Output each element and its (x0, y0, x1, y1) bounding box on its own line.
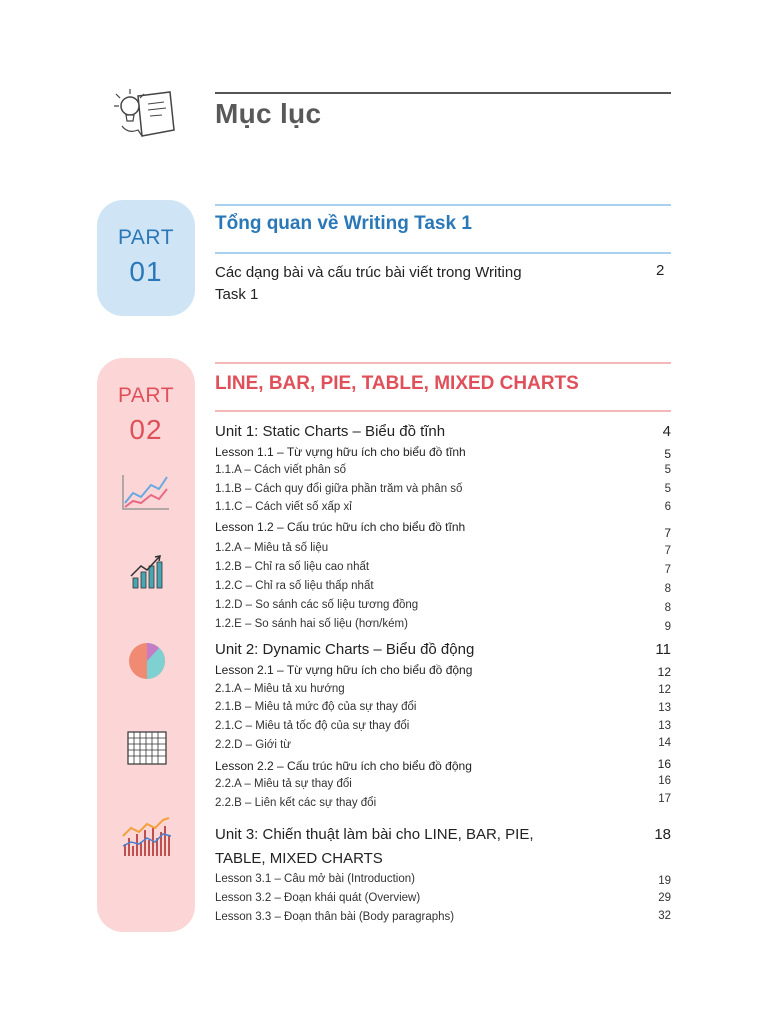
subsection-title: 1.1.A – Cách viết phân số (215, 464, 347, 476)
toc-page-number: 5 (664, 464, 671, 476)
pie-chart-icon (127, 641, 167, 681)
subsection-title: 2.1.C – Miêu tả tốc độ của sự thay đổi (215, 720, 410, 732)
toc-page-number: 4 (662, 423, 671, 440)
toc-page-number: 11 (655, 641, 671, 658)
unit-title: Unit 2: Dynamic Charts – Biểu đồ động (215, 641, 475, 658)
subsection-title: 2.1.A – Miêu tả xu hướng (215, 683, 345, 695)
part-01-badge (97, 200, 195, 316)
subsection-title: Lesson 3.1 – Câu mở bài (Introduction) (215, 873, 415, 885)
part-number: 01 (129, 256, 163, 287)
toc-page-number: 9 (664, 621, 671, 633)
toc-page-number: 5 (664, 483, 671, 495)
section-rule (215, 252, 671, 254)
toc-page-number: 16 (658, 775, 671, 787)
subsection-title: 1.1.B – Cách quy đổi giữa phần trăm và phân số (215, 483, 463, 495)
header-rule (215, 92, 671, 94)
part-label: PART (117, 226, 175, 249)
table-grid-icon (127, 731, 167, 765)
subsection-title: 2.2.D – Giới từ (215, 739, 291, 751)
toc-page-number: 12 (657, 665, 671, 679)
unit-title-line-1: Unit 3: Chiến thuật làm bài cho LINE, BAR, PIE, (215, 826, 534, 843)
toc-page-number: 16 (657, 757, 671, 771)
subsection-title: 1.2.D – So sánh các số liệu tương đồng (215, 599, 419, 611)
toc-page-number: 7 (664, 545, 671, 557)
section-rule (215, 410, 671, 412)
unit-title: Unit 1: Static Charts – Biểu đồ tĩnh (215, 423, 446, 440)
toc-page-number: 19 (658, 875, 671, 887)
toc-page-number: 17 (658, 793, 671, 805)
toc-page-number: 2 (656, 262, 665, 279)
part-label: PART (117, 384, 175, 407)
subsection-title: 1.2.E – So sánh hai số liệu (hơn/kém) (215, 618, 408, 630)
toc-page-number: 29 (658, 892, 671, 904)
subsection-title: 1.2.B – Chỉ ra số liệu cao nhất (215, 561, 370, 573)
toc-page-number: 18 (654, 826, 671, 843)
subsection-title: 2.1.B – Miêu tả mức độ của sự thay đổi (215, 701, 417, 713)
subsection-title: Lesson 3.2 – Đoạn khái quát (Overview) (215, 892, 421, 904)
toc-entry[interactable]: Các dạng bài và cấu trúc bài viết trong Writing Task 1 (215, 264, 522, 303)
lesson-title: Lesson 1.1 – Từ vựng hữu ích cho biểu đồ tĩnh (215, 445, 466, 459)
toc-page-number: 13 (658, 720, 671, 732)
unit-title-line-2: TABLE, MIXED CHARTS (215, 850, 383, 867)
subsection-title: Lesson 3.3 – Đoạn thân bài (Body paragraphs) (215, 911, 455, 923)
toc-page-number: 8 (664, 602, 671, 614)
page-title: Mục lục (215, 98, 322, 129)
line-chart-icon (121, 473, 171, 511)
bar-chart-arrow-icon (129, 554, 165, 590)
toc-page-number: 12 (658, 684, 671, 696)
lightbulb-paper-icon (108, 86, 178, 146)
subsection-title: 2.2.B – Liên kết các sự thay đổi (215, 797, 377, 809)
section-rule (215, 362, 671, 364)
toc-unit-3[interactable] (215, 826, 671, 872)
subsection-title: 1.2.A – Miêu tả số liệu (215, 542, 329, 554)
subsection-title: 2.2.A – Miêu tả sự thay đổi (215, 778, 352, 790)
part-02-heading: LINE, BAR, PIE, TABLE, MIXED CHARTS (215, 373, 579, 394)
lesson-title: Lesson 2.2 – Cấu trúc hữu ích cho biểu đồ động (215, 759, 472, 773)
lesson-title: Lesson 2.1 – Từ vựng hữu ích cho biểu đồ động (215, 663, 473, 677)
toc-page-number: 32 (658, 910, 671, 922)
toc-page-number: 14 (658, 737, 671, 749)
part-02-badge (97, 358, 195, 932)
section-rule (215, 204, 671, 206)
toc-page-number: 7 (664, 564, 671, 576)
lesson-title: Lesson 1.2 – Cấu trúc hữu ích cho biểu đồ tĩnh (215, 520, 466, 534)
subsection-title: 1.1.C – Cách viết số xấp xỉ (215, 501, 352, 513)
mixed-chart-icon (121, 816, 173, 860)
toc-page-number: 8 (664, 583, 671, 595)
subsection-title: 1.2.C – Chỉ ra số liệu thấp nhất (215, 580, 374, 592)
toc-page-number: 13 (658, 702, 671, 714)
toc-page-number: 5 (664, 447, 671, 461)
part-01-heading: Tổng quan về Writing Task 1 (215, 213, 472, 234)
toc-page-number: 6 (664, 501, 671, 513)
part-number: 02 (129, 414, 163, 445)
toc-page-number: 7 (664, 526, 671, 540)
